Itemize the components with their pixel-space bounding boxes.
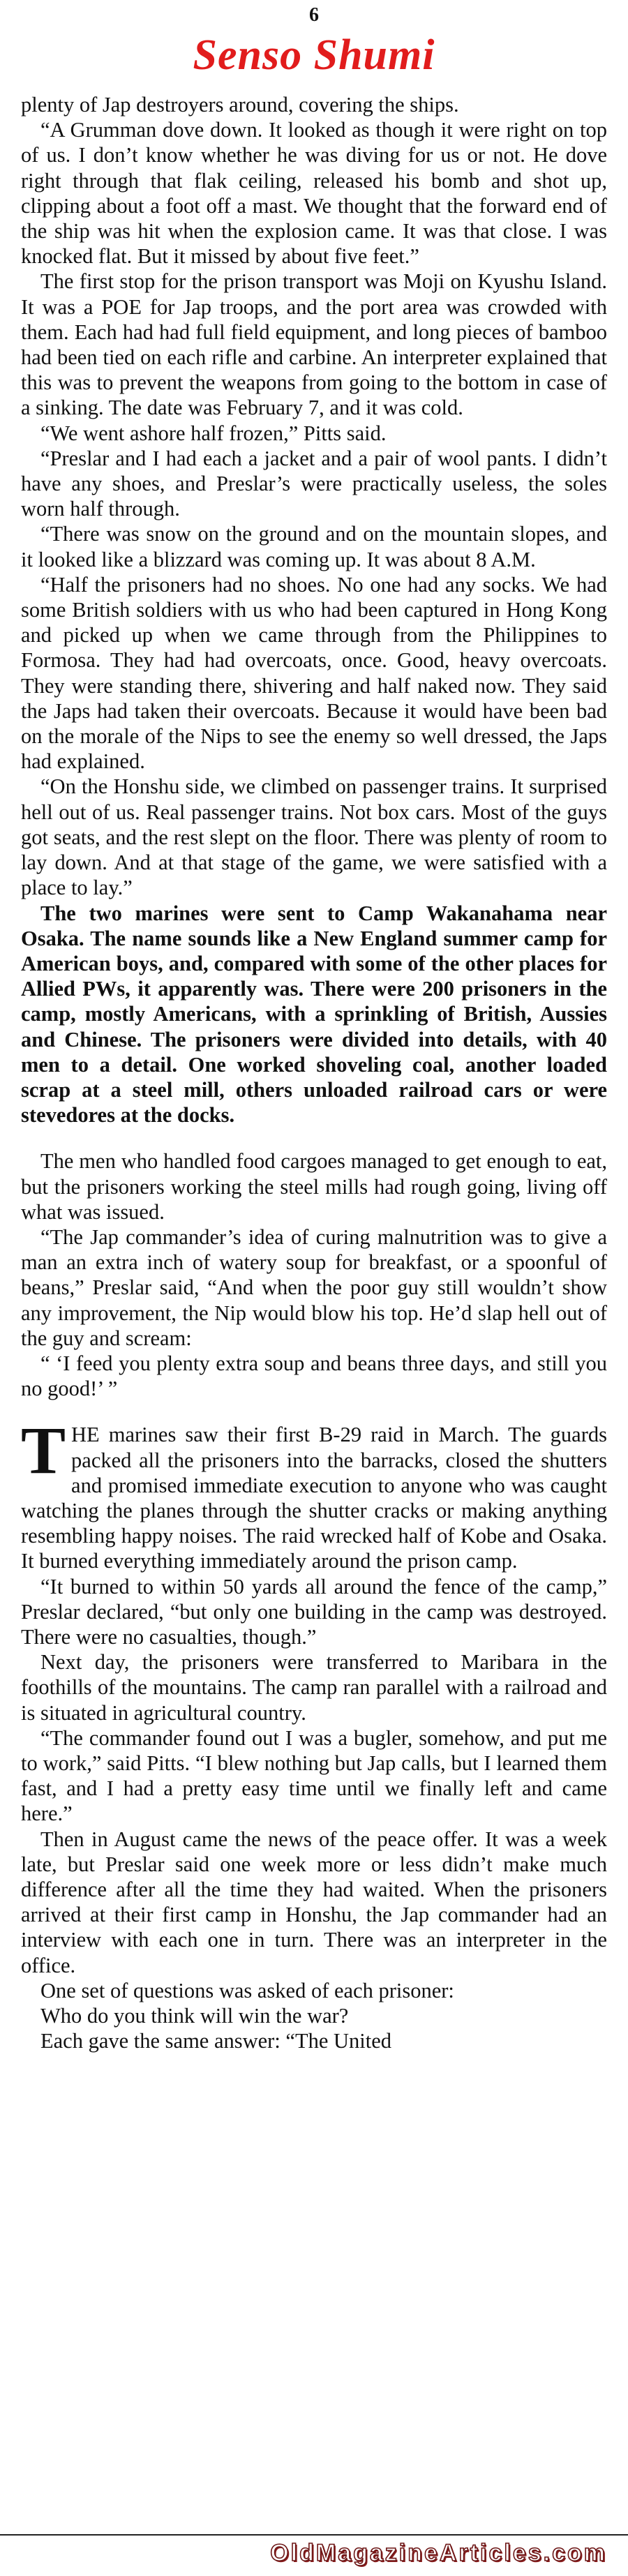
dropcap-paragraph [21,1413,607,1573]
article-paragraph: Then in August came the news of the peace offer. It was a week late, but Preslar said one week more or less didn’t make much difference after all the time they had waited. When the prisoners arrived at their first camp in Honshu, the Jap commander had an interview with each one in turn. There was an interpreter in the office. [21,1827,607,1977]
article-paragraph: “ ‘I feed you plenty extra soup and beans three days, and still you no good!’ ” [21,1351,607,1401]
article-paragraph: “Half the prisoners had no shoes. No one had any socks. We had some British soldiers with us who had been captured in Hong Kong and picked up when we came through from the Philippines to Formosa. They had had overcoats, once. Good, heavy overcoats. They were standing there, shivering and half naked now. They said the Japs had taken their overcoats. Because it would have been bad on the morale of the Nips to see the enemy so well dressed, the Japs had explained. [21,572,607,774]
article-body [21,92,607,2053]
article-paragraph: “There was snow on the ground and on the mountain slopes, and it looked like a blizzard was coming up. It was about 8 A.M. [21,522,607,571]
article-paragraph: The two marines were sent to Camp Wakanahama near Osaka. The name sounds like a New England summer camp for American boys, and, compared with some of the other places for Allied PWs, it apparently was. There were 200 prisoners in the camp, mostly Americans, with a sprinkling of British, Aussies and Chinese. The prisoners were divided into details, with 40 men to a detail. One worked shoveling coal, another loaded scrap at a steel mill, others unloaded railroad cars or were stevedores at the docks. [21,901,607,1128]
site-logo-text: OldMagazineArticles.com [270,2540,607,2566]
drop-cap-letter: T [21,1413,66,1488]
article-paragraph: One set of questions was asked of each prisoner: [40,1978,454,2002]
article-paragraph: “We went ashore half frozen,” Pitts said. [40,421,387,445]
article-paragraph: Next day, the prisoners were transferred to Maribara in the foothills of the mountains. The camp ran parallel with a railroad and is situated in agricultural country. [21,1650,607,1725]
article-paragraph: “On the Honshu side, we climbed on passenger trains. It surprised hell out of us. Real passenger trains. Not box cars. Most of the guys got seats, and the rest slept on the floor. There was plenty of room to lay down. And at that stage of the game, we were satisfied with a place to lay.” [21,774,607,900]
article-paragraph: The men who handled food cargoes managed to get enough to eat, but the prisoners working the steel mills had rough going, living off what was issued. [21,1149,607,1224]
footer-banner [0,2534,628,2576]
article-paragraph: “Preslar and I had each a jacket and a pair of wool pants. I didn’t have any shoes, and Preslar’s were practically useless, the soles worn half through. [21,446,607,521]
article-paragraph: Each gave the same answer: “The United [40,2029,392,2053]
article-paragraph: “The Jap commander’s idea of curing malnutrition was to give a man an extra inch of watery soup for breakfast, or a spoonful of beans,” Preslar said, “And when the poor guy still wouldn’t show any improvement, the Nip would blow his top. He’d slap hell out of the guy and scream: [21,1225,607,1350]
article-paragraph: plenty of Jap destroyers around, covering the ships. [21,93,459,117]
interview-question: Who do you think will win the war? [40,2004,349,2028]
page-number: 6 [309,4,319,26]
article-paragraph: “The commander found out I was a bugler, somehow, and put me to work,” said Pitts. “I blew nothing but Jap calls, but I learned them fast, and I had a pretty easy time until we finally left and came here.” [21,1725,607,1826]
article-paragraph: The first stop for the prison transport was Moji on Kyushu Island. It was a POE for Jap troops, and the port area was crowded with them. Each had had full field equipment, and long pieces of bamboo had been tied on each rifle and carbine. An interpreter explained that this was to prevent the weapons from going to the bottom in case of a sinking. The date was February 7, and it was cold. [21,269,607,420]
dropcap-paragraph-text: HE marines saw their first B-29 raid in March. The guards packed all the prisoners into the barracks, closed the shutters and promised immediate execution to anyone who was caught watching the planes through the shutter cracks or making anything resembling happy noises. The raid wrecked half of Kobe and Osaka. It burned everything immediately around the prison camp. [21,1423,607,1573]
article-paragraph: “It burned to within 50 yards all around the fence of the camp,” Preslar declared, “but only one building in the camp was destroyed. There were no casualties, though.” [21,1574,607,1649]
masthead-title: Senso Shumi [193,31,435,79]
article-paragraph: “A Grumman dove down. It looked as though it were right on top of us. I don’t know whether he was diving for us or not. He dove right through that flak ceiling, released his bomb and shot up, clipping about a foot off a mast. We thought that the forward end of the ship was hit when the explosion came. It was that close. I was knocked flat. But it missed by about five feet.” [21,118,607,269]
